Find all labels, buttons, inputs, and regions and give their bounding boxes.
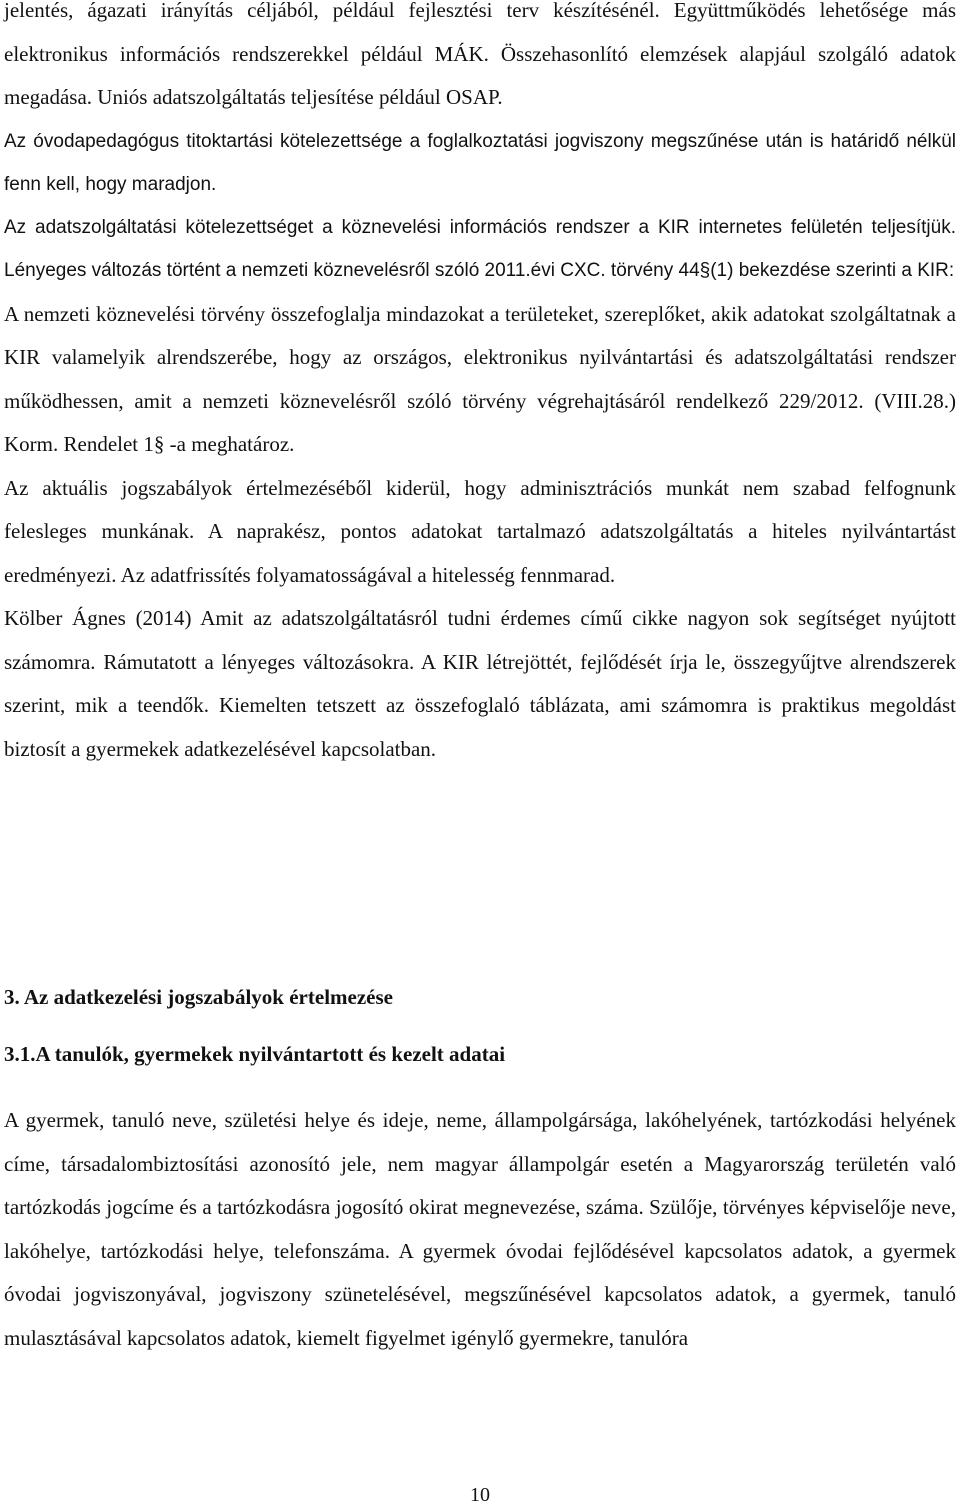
paragraph-kir-law: A nemzeti köznevelési törvény összefoglalja mindazokat a területeket, szereplőket, akik adatokat szolgáltatnak a KIR valamelyik alrendszerébe, hogy az országos, elektronikus nyilvántartási és adatszolgáltatási rendszer működhessen, amit a nemzeti köznevelésről szóló törvény végrehajtásáról rendelkező 229/2012. (VIII.28.) Korm. Rendelet 1§ -a meghatároz. [4,301,956,456]
top-text-block [4,0,956,771]
section-heading-3-1: 3.1.A tanulók, gyermekek nyilvántartott és kezelt adatai [4,1042,506,1066]
paragraph-kir-obligation: Az adatszolgáltatási kötelezettséget a köznevelési információs rendszer a KIR internetes felületén teljesítjük. Lényeges változás történt a nemzeti köznevelésről szóló 2011.évi CXC. törvény 44§(1) bekezdése szerinti a KIR: [4,216,956,281]
paragraph-kolber-article: Kölber Ágnes (2014) Amit az adatszolgáltatásról tudni érdemes című cikke nagyon sok segítséget nyújtott számomra. Rámutatott a lényeges változásokra. A KIR létrejöttét, fejlődését írja le, összegyűjtve alrendszerek szerint, mik a teendők. Kiemelten tetszett az összefoglaló táblázata, ami számomra is praktikus megoldást biztosít a gyermekek adatkezelésével kapcsolatban. [4,606,956,761]
paragraph-student-data: A gyermek, tanuló neve, születési helye és ideje, neme, állampolgársága, lakóhelyének, tartózkodási helyének címe, társadalombiztosítási azonosító jele, nem magyar állampolgár esetén a Magyarország területén való tartózkodás jogcíme és a tartózkodásra jogosító okirat megnevezése, száma. Szülője, törvényes képviselője neve, lakóhelye, tartózkodási helye, telefonszáma. A gyermek óvodai fejlődésével kapcsolatos adatok, a gyermek óvodai jogviszonyával, jogviszony szünetelésével, megszűnésével kapcsolatos adatok, a gyermek, tanuló mulasztásával kapcsolatos adatok, kiemelt figyelmet igénylő gyermekre, tanulóra [4,1108,956,1350]
student-data-block [4,1099,956,1360]
page-number: 10 [470,1484,490,1506]
paragraph-regulations: Az aktuális jogszabályok értelmezéséből kiderül, hogy adminisztrációs munkát nem szabad felfognunk felesleges munkának. A naprakész, pontos adatokat tartalmazó adatszolgáltatás a hiteles nyilvántartást eredményezi. Az adatfrissítés folyamatosságával a hitelesség fennmarad. [4,475,956,587]
section-heading-3: 3. Az adatkezelési jogszabályok értelmezése [4,985,393,1009]
paragraph-confidentiality: Az óvodapedagógus titoktartási kötelezettsége a foglalkoztatási jogviszony megszűnése után is határidő nélkül fenn kell, hogy maradjon. [4,130,956,195]
paragraph-data-usage: jelentés, ágazati irányítás céljából, például fejlesztési terv készítésénél. Együttműködés lehetősége más elektronikus információs rendszerekkel például MÁK. Összehasonlító elemzések alapjául szolgáló adatok megadása. Uniós adatszolgáltatás teljesítése például OSAP. [4,0,956,109]
